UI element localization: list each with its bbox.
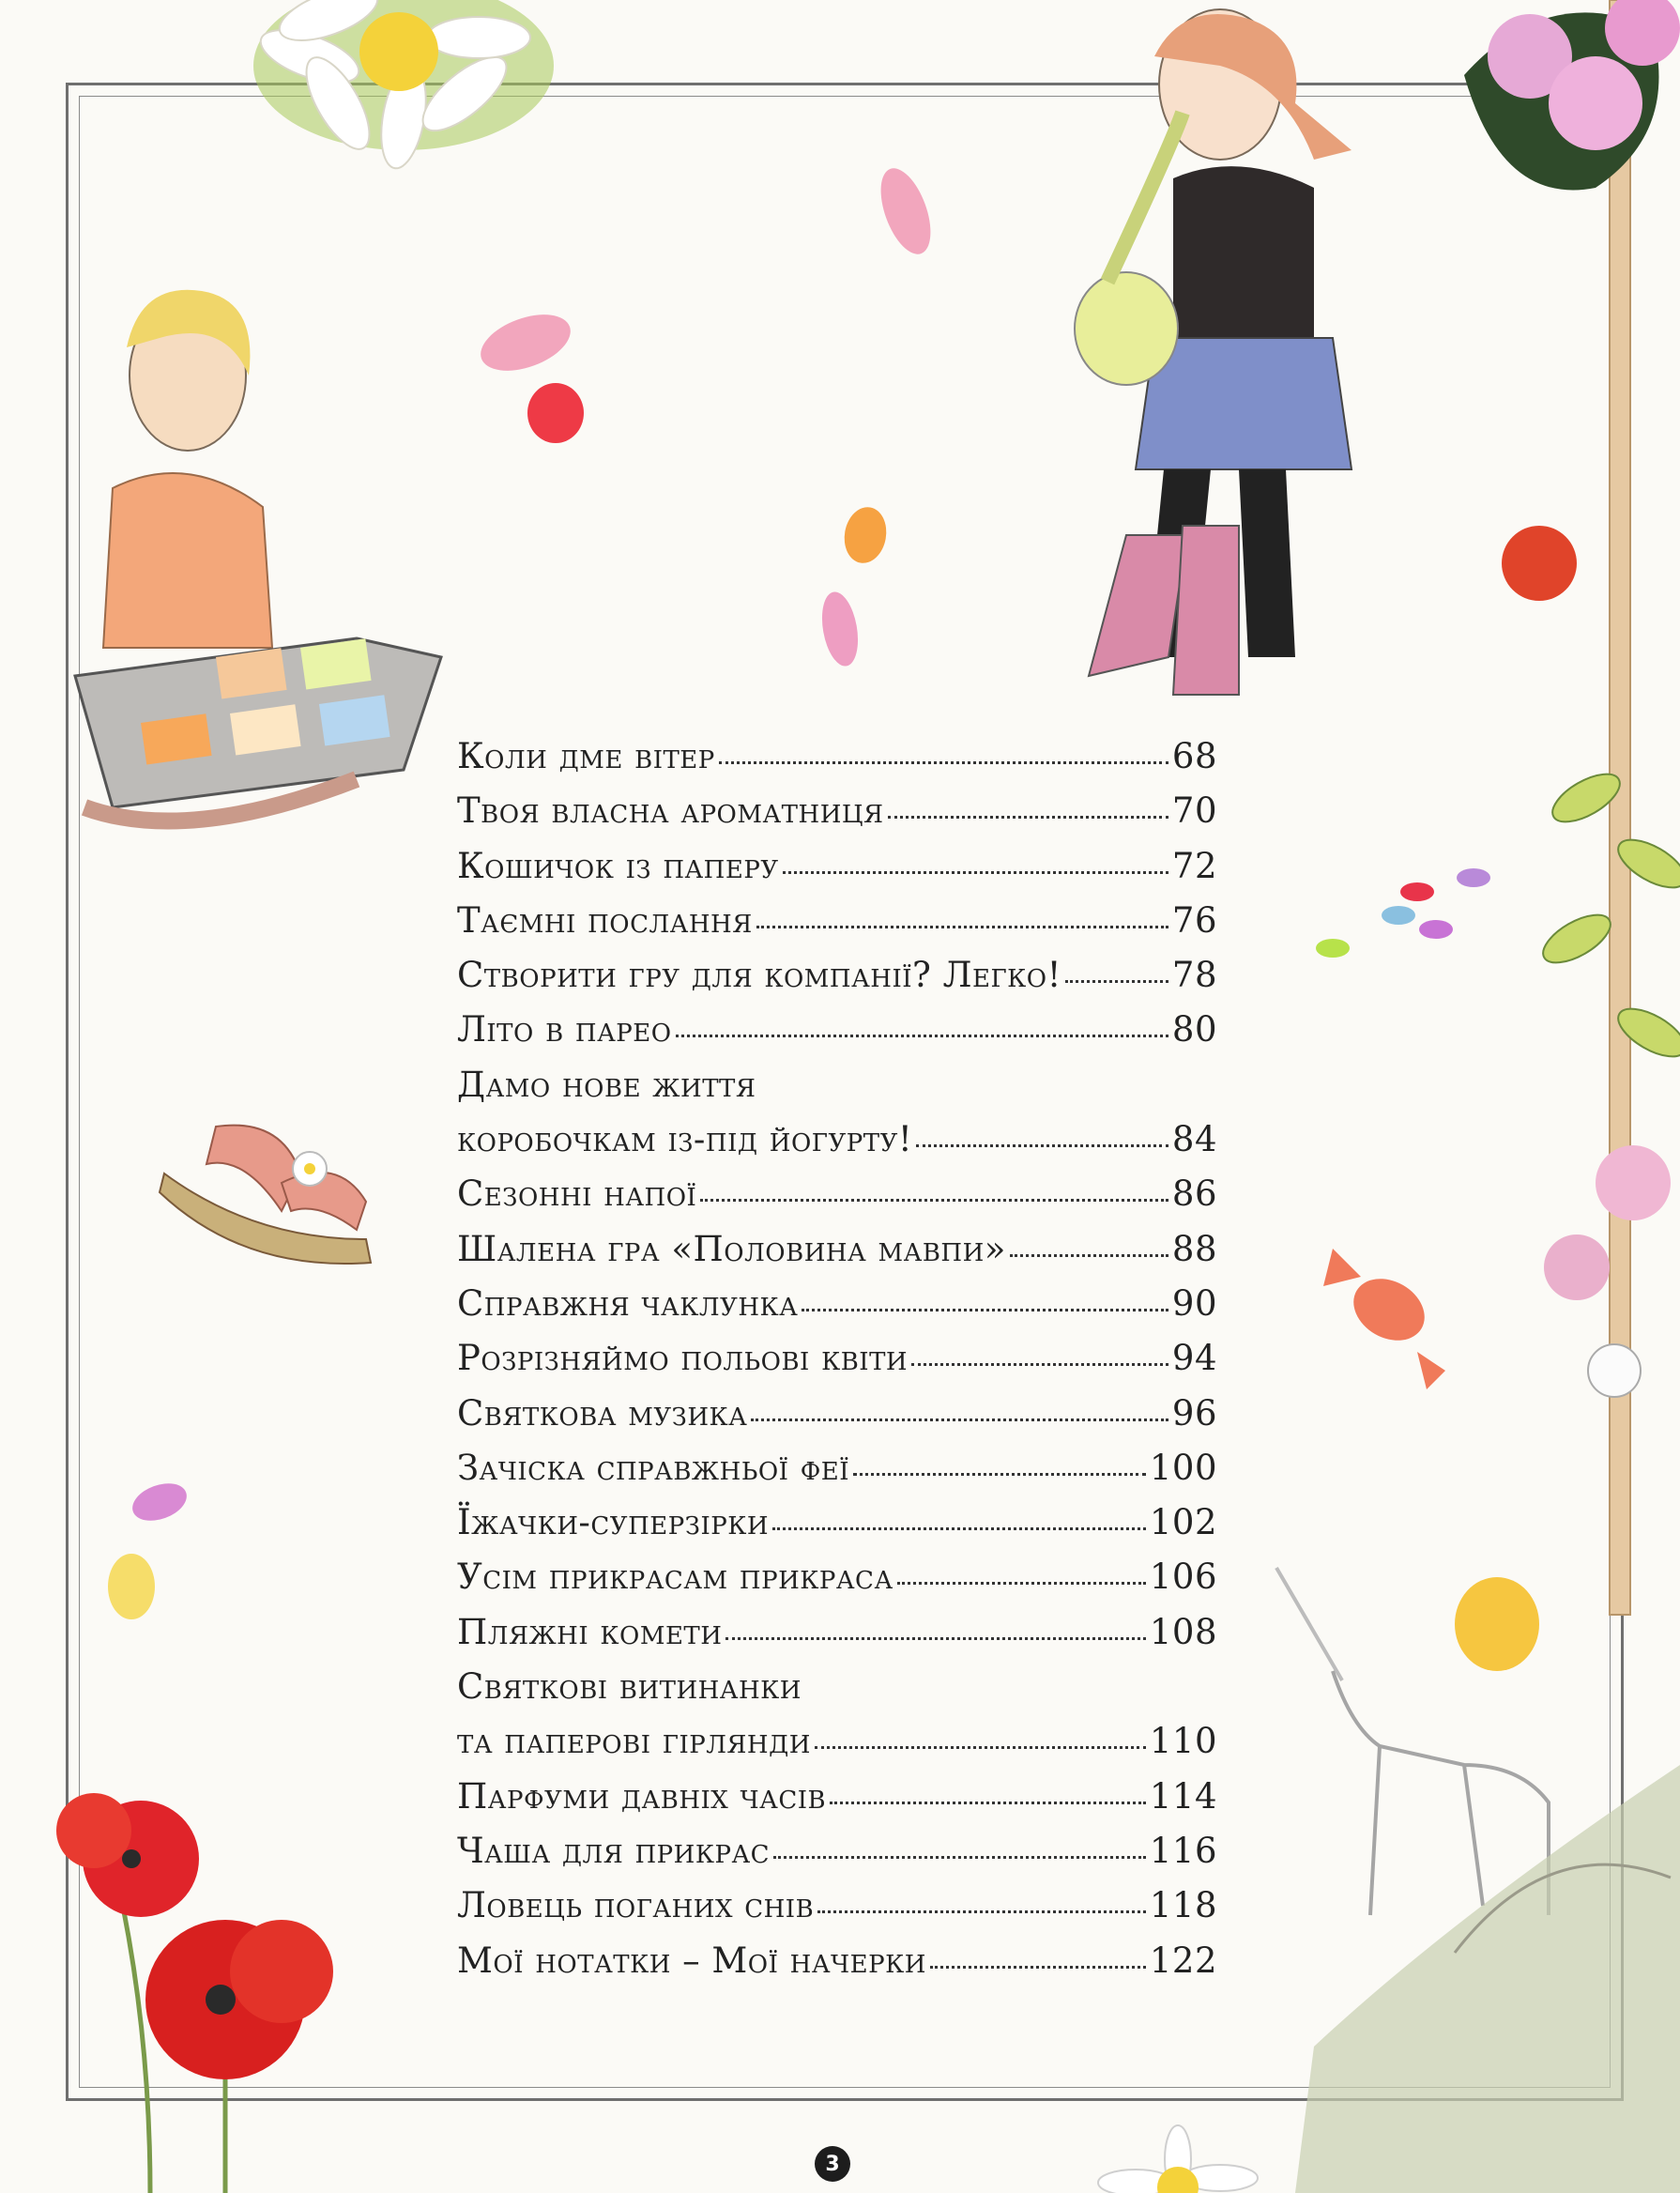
toc-entry[interactable]	[457, 1612, 1217, 1666]
toc-dot-leader	[888, 816, 1168, 819]
toc-entry-title: Коли дме вітер	[457, 736, 715, 776]
toc-entry[interactable]	[457, 1776, 1217, 1831]
toc-entry[interactable]	[457, 1940, 1217, 1995]
toc-entry-title: та паперові гірлянди	[457, 1721, 811, 1762]
toc-entry[interactable]	[457, 736, 1217, 790]
toc-entry[interactable]	[457, 1119, 1217, 1173]
toc-entry[interactable]	[457, 1338, 1217, 1392]
toc-entry-page: 68	[1171, 736, 1217, 776]
girl-with-album-icon	[75, 290, 441, 821]
toc-entry-title: Зачіска справжньої феї	[457, 1447, 850, 1488]
toc-dot-leader	[719, 761, 1168, 764]
toc-dot-leader	[783, 871, 1168, 874]
toc-entry-page: 102	[1149, 1502, 1217, 1543]
toc-entry-title: Ловець поганих снів	[457, 1885, 815, 1926]
toc-dot-leader	[756, 926, 1168, 928]
toc-entry-page: 118	[1149, 1885, 1217, 1926]
toc-entry[interactable]	[457, 1721, 1217, 1775]
toc-entry[interactable]	[457, 1885, 1217, 1940]
toc-entry-page: 114	[1149, 1775, 1217, 1817]
toc-entry[interactable]	[457, 900, 1217, 955]
toc-entry-title: Мої нотатки – Мої начерки	[457, 1940, 926, 1981]
toc-entry-title: Розрізняймо польові квіти	[457, 1338, 909, 1379]
toc-dot-leader	[676, 1035, 1168, 1037]
toc-entry[interactable]	[457, 955, 1217, 1009]
page-number-badge: 3	[815, 2146, 850, 2182]
toc-entry-title: Святкові витинанки	[457, 1666, 802, 1708]
toc-dot-leader	[1065, 980, 1168, 983]
toc-entry[interactable]	[457, 846, 1217, 900]
bottom-daisy-icon	[1098, 2125, 1258, 2193]
flower-vine-pole-icon	[1464, 0, 1680, 1615]
toc-entry-title: Справжня чаклунка	[457, 1282, 799, 1324]
toc-entry[interactable]	[457, 1229, 1217, 1283]
toc-entry-title: Сезонні напої	[457, 1173, 697, 1215]
toc-dot-leader	[725, 1637, 1145, 1640]
toc-entry-page: 88	[1171, 1228, 1217, 1269]
toc-entry-title: Чаша для прикрас	[457, 1830, 771, 1871]
toc-dot-leader	[916, 1144, 1168, 1147]
toc-entry[interactable]	[457, 1393, 1217, 1448]
toc-entry[interactable]	[457, 1831, 1217, 1885]
toc-entry[interactable]	[457, 1065, 1217, 1119]
toc-entry-page: 84	[1171, 1119, 1217, 1160]
toc-entry[interactable]	[457, 1557, 1217, 1611]
toc-dot-leader	[802, 1309, 1168, 1311]
toc-entry-title: Таємні послання	[457, 899, 753, 941]
toc-entry-page: 108	[1149, 1611, 1217, 1652]
toc-dot-leader	[830, 1802, 1146, 1804]
toc-dot-leader	[773, 1856, 1146, 1859]
toc-dot-leader	[817, 1910, 1146, 1913]
toc-entry-page: 70	[1171, 790, 1217, 832]
toc-entry-page: 122	[1149, 1940, 1217, 1981]
toc-entry[interactable]	[457, 790, 1217, 845]
toc-entry-page: 100	[1149, 1447, 1217, 1488]
toc-entry-page: 72	[1171, 845, 1217, 886]
toc-entry-page: 106	[1149, 1557, 1217, 1598]
poppy-flowers-icon	[56, 1793, 333, 2193]
toc-dot-leader	[751, 1419, 1168, 1421]
table-of-contents	[457, 736, 1217, 1995]
toc-entry-title: коробочкам із-під йогурту!	[457, 1119, 913, 1160]
daisy-flower-icon	[253, 0, 554, 172]
toc-dot-leader	[1010, 1254, 1168, 1257]
toc-entry-page: 90	[1171, 1282, 1217, 1324]
toc-dot-leader	[853, 1473, 1146, 1476]
toc-dot-leader	[815, 1746, 1146, 1749]
toc-entry-title: Їжачки-суперзірки	[457, 1502, 770, 1543]
toc-entry-page: 116	[1149, 1830, 1217, 1871]
toc-entry[interactable]	[457, 1283, 1217, 1338]
toc-entry-title: Твоя власна ароматниця	[457, 790, 884, 832]
toc-dot-leader	[930, 1966, 1146, 1969]
toc-entry[interactable]	[457, 1173, 1217, 1228]
toc-entry[interactable]	[457, 1009, 1217, 1064]
toc-entry-page: 96	[1171, 1392, 1217, 1434]
toc-entry-title: Кошичок із паперу	[457, 845, 779, 886]
toc-entry-title: Літо в парео	[457, 1009, 672, 1050]
toc-dot-leader	[897, 1582, 1146, 1585]
toc-entry-title: Святкова музика	[457, 1392, 748, 1434]
toc-dot-leader	[700, 1199, 1168, 1202]
candy-icon	[1316, 868, 1490, 1389]
toc-entry-page: 86	[1171, 1173, 1217, 1215]
toc-dot-leader	[911, 1363, 1168, 1366]
toc-entry-title: Усім прикрасам прикраса	[457, 1557, 893, 1598]
toc-entry-title: Парфуми давніх часів	[457, 1775, 827, 1817]
toc-entry-title: Дамо нове життя	[457, 1064, 756, 1105]
toc-entry-title: Шалена гра «Половина мавпи»	[457, 1228, 1006, 1269]
toc-entry-title: Пляжні комети	[457, 1611, 723, 1652]
toc-entry-page: 80	[1171, 1009, 1217, 1050]
girl-with-bag-icon	[1075, 9, 1352, 695]
toc-entry[interactable]	[457, 1502, 1217, 1557]
toc-entry-page: 94	[1171, 1338, 1217, 1379]
toc-entry[interactable]	[457, 1666, 1217, 1721]
toc-entry-title: Створити гру для компанії? Легко!	[457, 955, 1061, 996]
toc-entry-page: 110	[1149, 1721, 1217, 1762]
toc-dot-leader	[772, 1527, 1146, 1530]
toc-entry[interactable]	[457, 1448, 1217, 1502]
toc-entry-page: 78	[1171, 955, 1217, 996]
sandal-icon	[160, 1126, 371, 1264]
toc-entry-page: 76	[1171, 899, 1217, 941]
